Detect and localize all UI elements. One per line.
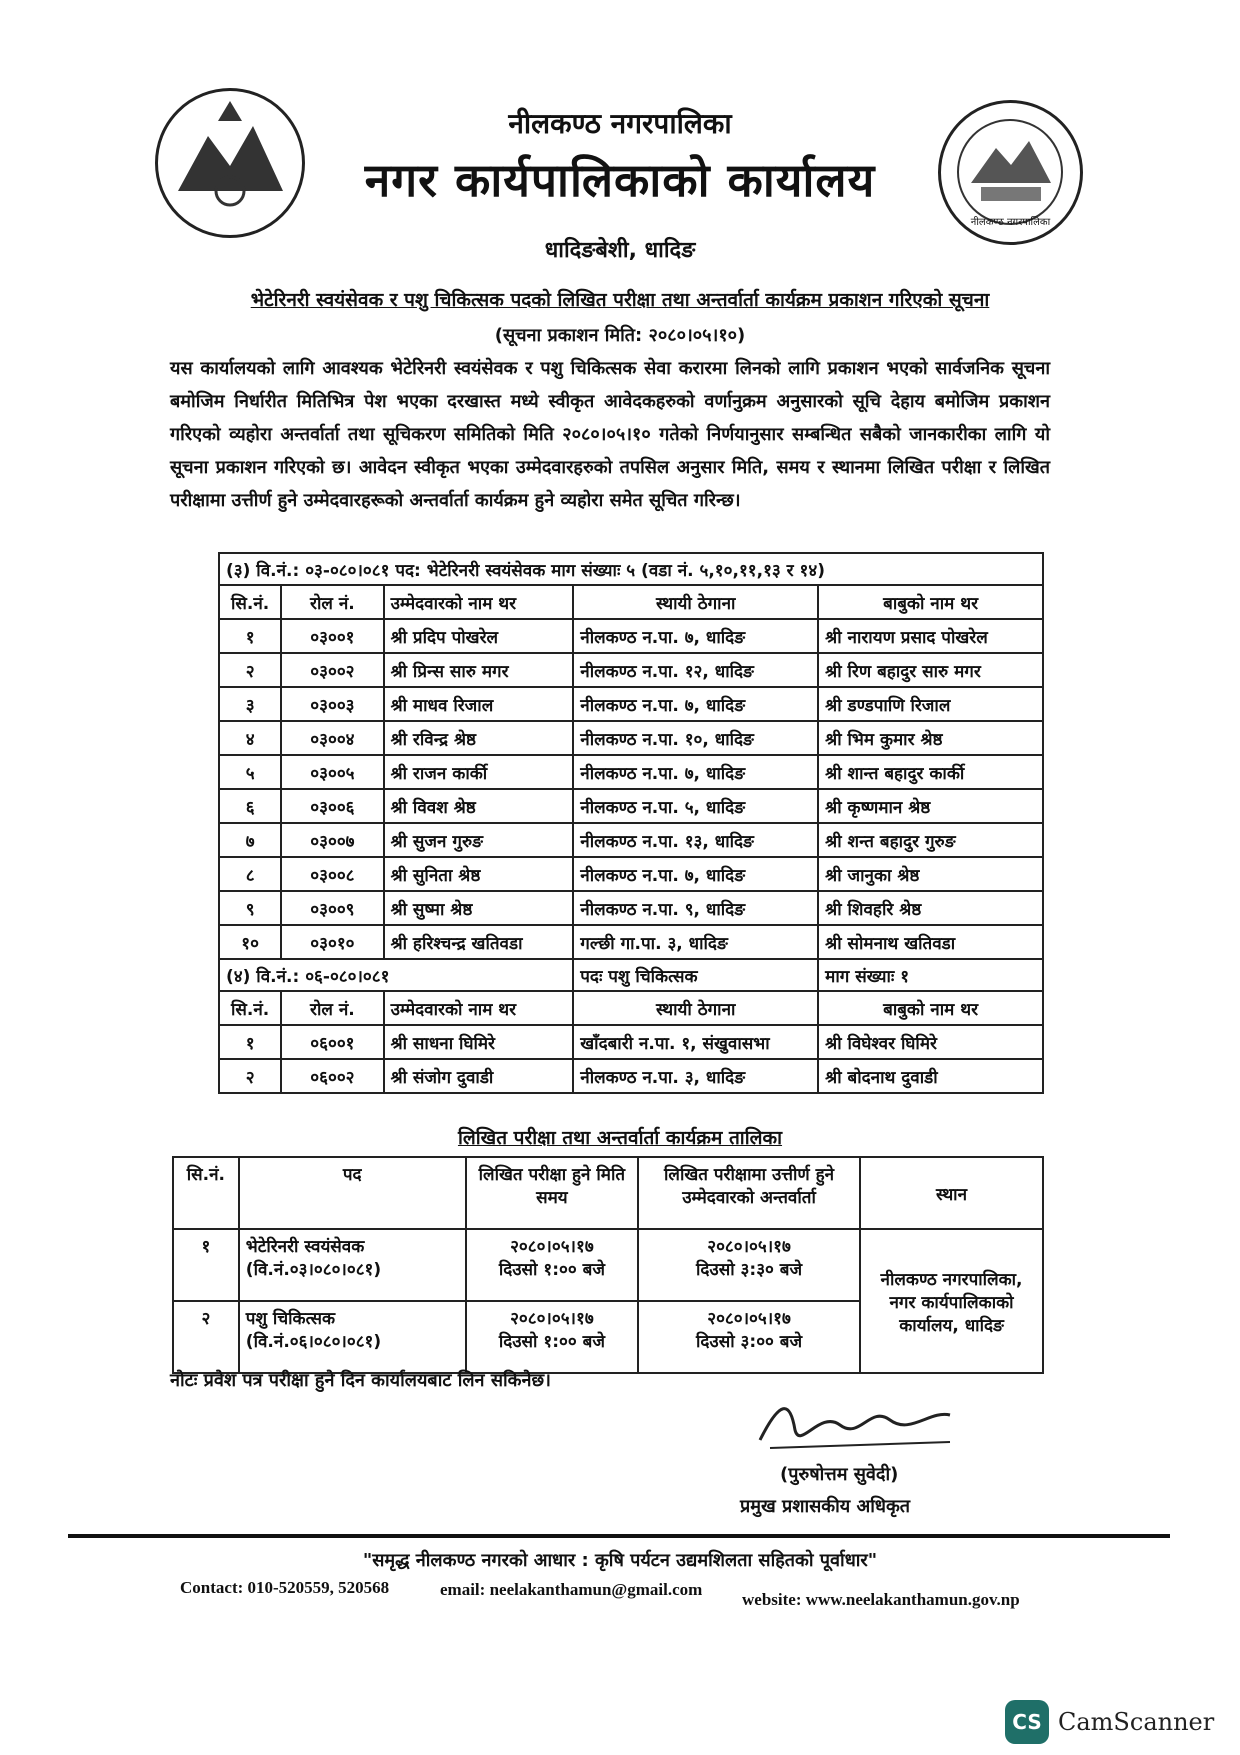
col-address: स्थायी ठेगाना [573,991,818,1025]
footer-slogan: "समृद्ध नीलकण्ठ नगरको आधार : कृषि पर्यटन उद्यमशिलता सहितको पूर्वाधार" [362,1550,878,1571]
cell-name: श्री प्रदिप पोखरेल [384,619,574,653]
cell-name: श्री सुनिता श्रेष्ठ [384,857,574,891]
schedule-title-text: लिखित परीक्षा तथा अन्तर्वार्ता कार्यक्रम तालिका [457,1127,783,1149]
cell-roll: ०३००२ [281,653,383,687]
col-address: स्थायी ठेगाना [573,585,818,619]
cell-name: श्री संजोग दुवाडी [384,1059,574,1093]
cell-sn: २ [219,1059,281,1093]
cell-address: नीलकण्ठ न.पा. ९, धादिङ [573,891,818,925]
cell-father: श्री जानुका श्रेष्ठ [818,857,1043,891]
cell-father: श्री शन्त बहादुर गुरुङ [818,823,1043,857]
cell-name: श्री प्रिन्स सारु मगर [384,653,574,687]
schedule-sn: २ [173,1301,239,1373]
cell-roll: ०६००१ [281,1025,383,1059]
cell-father: श्री नारायण प्रसाद पोखरेल [818,619,1043,653]
table-row [219,721,1043,755]
cell-sn: ४ [219,721,281,755]
cell-roll: ०३००७ [281,823,383,857]
schedule-interview-time: दिउसो ३:०० बजे [696,1332,803,1352]
schedule-col-interview: लिखित परीक्षामा उत्तीर्ण हुने उम्मेदवारको अन्तर्वार्ता [638,1157,860,1229]
schedule-interview-date: २०८०।०५।१७ [707,1309,791,1329]
cell-sn: ७ [219,823,281,857]
table-row [219,789,1043,823]
notice-title [0,286,1240,312]
table-row [219,857,1043,891]
schedule-table [172,1156,1044,1374]
signature-mark [750,1390,980,1460]
cell-address: नीलकण्ठ न.पा. ७, धादिङ [573,755,818,789]
notice-date: (सूचना प्रकाशन मिति: २०८०।०५।१०) [494,325,746,346]
office-name: नगर कार्यपालिकाको कार्यालय [364,153,876,207]
cell-roll: ०६००२ [281,1059,383,1093]
schedule-venue: नीलकण्ठ नगरपालिका, नगर कार्यपालिकाको कार्यालय, धादिङ [860,1229,1043,1373]
section3-caption: (३) वि.नं.: ०३-०८०।०८१ पद: भेटेरिनरी स्वयंसेवक माग संख्याः ५ (वडा नं. ५,१०,११,१३ र १४) [219,553,1043,585]
schedule-post-adv: (वि.नं.०३।०८०।०८१) [245,1260,382,1280]
cell-name: श्री साधना घिमिरे [384,1025,574,1059]
cell-roll: ०३००५ [281,755,383,789]
cell-father: श्री भिम कुमार श्रेष्ठ [818,721,1043,755]
cell-address: गल्छी गा.पा. ३, धादिङ [573,925,818,959]
schedule-written-time: दिउसो १:०० बजे [498,1260,605,1280]
schedule-col-written: लिखित परीक्षा हुने मिति समय [466,1157,638,1229]
schedule-interview-time: दिउसो ३:३० बजे [696,1260,803,1280]
cell-sn: ८ [219,857,281,891]
cell-sn: ३ [219,687,281,721]
schedule-post-adv: (वि.नं.०६।०८०।०८१) [245,1332,382,1352]
schedule-col-venue: स्थान [860,1157,1043,1229]
schedule-title [0,1124,1240,1150]
table-row [219,925,1043,959]
cell-name: श्री माधव रिजाल [384,687,574,721]
cell-father: श्री बोदनाथ दुवाडी [818,1059,1043,1093]
cell-name: श्री सुष्मा श्रेष्ठ [384,891,574,925]
table-header-row [219,991,1043,1025]
cell-name: श्री विवश श्रेष्ठ [384,789,574,823]
signatory-name: (पुरुषोत्तम सुवेदी) [780,1464,899,1485]
signatory-title: प्रमुख प्रशासकीय अधिकृत [740,1496,911,1517]
table-header-row [219,585,1043,619]
cell-roll: ०३००९ [281,891,383,925]
table-row [219,687,1043,721]
cell-name: श्री हरिश्चन्द्र खतिवडा [384,925,574,959]
cell-roll: ०३००४ [281,721,383,755]
col-sn: सि.नं. [219,991,281,1025]
schedule-interview [638,1301,860,1373]
notice-title-text: भेटेरिनरी स्वयंसेवक र पशु चिकित्सक पदको लिखित परीक्षा तथा अन्तर्वार्ता कार्यक्रम प्रकाशन गरिएको सूचना [250,289,990,311]
notice-body: यस कार्यालयको लागि आवश्यक भेटेरिनरी स्वयंसेवक र पशु चिकित्सक सेवा करारमा लिनको लागि प्रकाशन भएको सार्वजनिक सूचना बमोजिम निर्धारीत मितिभित्र पेश भएका दरखास्त मध्ये स्वीकृत आवेदकहरुको वर्णानुक्रम अनुसारको सूचि देहाय बमोजिम प्रकाशन गरिएको व्यहोरा अन्तर्वार्ता तथा सूचिकरण समितिको मिति २०८०।०५।१० गतेको निर्णयानुसार सम्बन्धित सबैको जानकारीका लागि यो सूचना प्रकाशन गरिएको छ। आवेदन स्वीकृत भएका उम्मेदवारहरुको तपसिल अनुसार मिति, समय र स्थानमा लिखित परीक्षा र लिखित परीक्षामा उत्तीर्ण हुने उम्मेदवारहरूको अन्तर्वार्ता कार्यक्रम हुने व्यहोरा समेत सूचित गरिन्छ। [170,358,1050,511]
schedule-post-name: पशु चिकित्सक [245,1309,335,1329]
cell-address: नीलकण्ठ न.पा. १०, धादिङ [573,721,818,755]
cell-address: नीलकण्ठ न.पा. ५, धादिङ [573,789,818,823]
cell-roll: ०३००८ [281,857,383,891]
col-name: उम्मेदवारको नाम थर [384,991,574,1025]
section4-caption-mid: पदः पशु चिकित्सक [573,959,818,991]
schedule-written-date: २०८०।०५।१७ [510,1309,594,1329]
footer-website: website: www.neelakanthamun.gov.np [742,1590,1020,1609]
cell-address: नीलकण्ठ न.पा. ३, धादिङ [573,1059,818,1093]
footer-contact: Contact: 010-520559, 520568 [180,1578,390,1597]
schedule-col-sn: सि.नं. [173,1157,239,1229]
col-name: उम्मेदवारको नाम थर [384,585,574,619]
col-father: बाबुको नाम थर [818,585,1043,619]
cell-address: नीलकण्ठ न.पा. ७, धादिङ [573,857,818,891]
candidate-table [218,552,1044,1094]
schedule-interview [638,1229,860,1301]
cell-name: श्री सुजन गुरुङ [384,823,574,857]
schedule-col-post: पद [239,1157,466,1229]
table-row [219,823,1043,857]
schedule-post [239,1301,466,1373]
municipality-name: नीलकण्ठ नगरपालिका [508,107,732,140]
cell-father: श्री शिवहरि श्रेष्ठ [818,891,1043,925]
cell-address: नीलकण्ठ न.पा. १२, धादिङ [573,653,818,687]
col-sn: सि.नं. [219,585,281,619]
cell-roll: ०३०१० [281,925,383,959]
schedule-post [239,1229,466,1301]
table-row [219,619,1043,653]
cell-father: श्री डण्डपाणि रिजाल [818,687,1043,721]
cell-sn: १ [219,619,281,653]
cell-roll: ०३००३ [281,687,383,721]
cell-sn: १० [219,925,281,959]
col-roll: रोल नं. [281,585,383,619]
cell-sn: २ [219,653,281,687]
table-row [219,653,1043,687]
cell-name: श्री राजन कार्की [384,755,574,789]
office-location: धादिङबेशी, धादिङ [544,238,696,263]
cell-name: श्री रविन्द्र श्रेष्ठ [384,721,574,755]
seal-caption: नीलकण्ठ नगरपालिका [970,217,1051,228]
col-father: बाबुको नाम थर [818,991,1043,1025]
admit-card-note: नोटः प्रवेश पत्र परीक्षा हुने दिन कार्यालयबाट लिन सकिनेछ। [170,1370,551,1391]
schedule-written-date: २०८०।०५।१७ [510,1237,594,1257]
cell-address: नीलकण्ठ न.पा. ७, धादिङ [573,687,818,721]
table-row [219,891,1043,925]
cell-address: नीलकण्ठ न.पा. १३, धादिङ [573,823,818,857]
cell-sn: ५ [219,755,281,789]
footer-divider [68,1534,1170,1538]
schedule-header-row [173,1157,1043,1229]
footer-email: email: neelakanthamun@gmail.com [440,1580,703,1599]
cell-sn: १ [219,1025,281,1059]
cell-sn: ६ [219,789,281,823]
cell-father: श्री सोमनाथ खतिवडा [818,925,1043,959]
section4-caption-right: माग संख्याः १ [818,959,1043,991]
schedule-sn: १ [173,1229,239,1301]
table-row [219,1059,1043,1093]
schedule-written-time: दिउसो १:०० बजे [498,1332,605,1352]
cell-father: श्री कृष्णमान श्रेष्ठ [818,789,1043,823]
cell-father: श्री शान्त बहादुर कार्की [818,755,1043,789]
section4-caption-row [219,959,1043,991]
cell-father: श्री रिण बहादुर सारु मगर [818,653,1043,687]
table-row [219,1025,1043,1059]
camscanner-label: CamScanner [1058,1708,1215,1736]
cell-address: खाँदबारी न.पा. १, संखुवासभा [573,1025,818,1059]
schedule-post-name: भेटेरिनरी स्वयंसेवक [245,1237,365,1257]
cell-sn: ९ [219,891,281,925]
cell-roll: ०३००१ [281,619,383,653]
cell-roll: ०३००६ [281,789,383,823]
schedule-interview-date: २०८०।०५।१७ [707,1237,791,1257]
section4-caption-left: (४) वि.नं.: ०६-०८०।०८१ [219,959,573,991]
schedule-written [466,1301,638,1373]
camscanner-logo-icon: CS [1005,1700,1049,1744]
col-roll: रोल नं. [281,991,383,1025]
cell-address: नीलकण्ठ न.पा. ७, धादिङ [573,619,818,653]
schedule-row [173,1229,1043,1301]
schedule-written [466,1229,638,1301]
cell-father: श्री विघेश्वर घिमिरे [818,1025,1043,1059]
table-row [219,755,1043,789]
